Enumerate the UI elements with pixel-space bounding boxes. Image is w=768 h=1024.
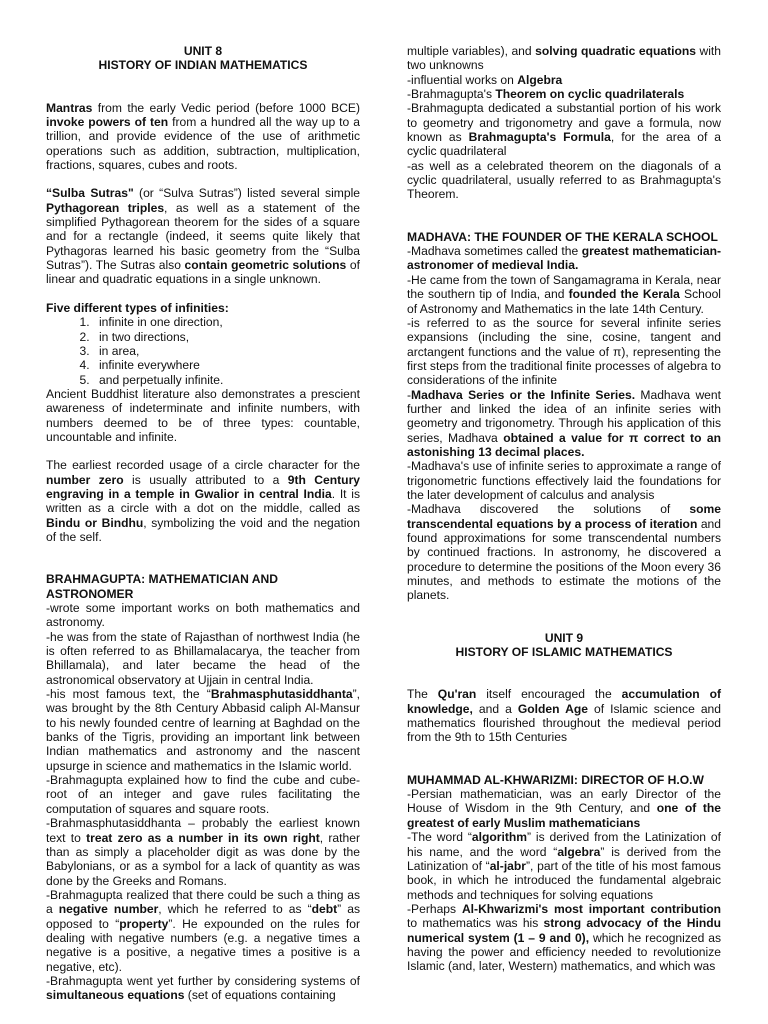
brahmagupta-p1: -wrote some important works on both mathematics and astronomy.: [46, 601, 360, 630]
brahmagupta-p8: -influential works on Algebra: [407, 72, 563, 87]
khwarizmi-heading: MUHAMMAD AL-KHWARIZMI: DIRECTOR OF H.O.W: [407, 772, 704, 787]
mantras-paragraph: Mantras from the early Vedic period (before 1000 BCE) invoke powers of ten from a hundred all the way up to a trillion, and provide evidence of the use of arithmetic operations such as addition, subtraction, multiplication, fractions, squares, cubes and roots.: [46, 100, 360, 173]
brahmagupta-p3: -his most famous text, the “Brahmasphutasiddhanta”, was brought by the 8th Century Abbasid caliph Al-Mansur to his newly founded centre of learning at Baghdad on the banks of the Tigris, providing an important link between Indian mathematics and astronomy and the nascent upsurge in science and mathematics in the Islamic world.: [46, 687, 360, 773]
unit9-subtitle: HISTORY OF ISLAMIC MATHEMATICS: [455, 645, 673, 660]
madhava-p6: -Madhava discovered the solutions of some transcendental equations by a process of iteration and found approximations for some transcendental numbers by continued fractions. In astronomy, he discovered a procedure to determine the positions of the Moon every 36 minutes, and methods to estimate the motions of the planets.: [407, 502, 721, 603]
left-column: [46, 44, 360, 1003]
list-item: 2. in two directions,: [93, 330, 360, 344]
madhava-p2: -He came from the town of Sangamagrama in Kerala, near the southern tip of India, and founded the Kerala School of Astronomy and Mathematics in the late 14th Century.: [407, 272, 721, 316]
buddhist-paragraph: Ancient Buddhist literature also demonstrates a prescient awareness of indeterminate and infinite numbers, with numbers deemed to be of three types: countable, uncountable and infinite.: [46, 386, 360, 444]
list-item: 3. in area,: [93, 344, 360, 358]
list-item: 1. infinite in one direction,: [93, 315, 360, 329]
madhava-heading: MADHAVA: THE FOUNDER OF THE KERALA SCHOOL: [407, 229, 718, 244]
infinities-list: [46, 315, 360, 387]
madhava-p1: -Madhava sometimes called the greatest mathematician-astronomer of medieval India.: [407, 244, 721, 273]
brahmagupta-p10: -Brahmagupta dedicated a substantial portion of his work to geometry and trigonometry and gave a formula, now known as Brahmagupta's Formula, for the area of a cyclic quadrilateral: [407, 101, 722, 159]
khwarizmi-p3: -Perhaps Al-Khwarizmi's most important contribution to mathematics was his strong advocacy of the Hindu numerical system (1 – 9 and 0), which he recognized as having the power and efficiency needed to revolutionize Islamic (and, later, Western) mathematics, and which was: [407, 901, 722, 974]
madhava-p4: -Madhava Series or the Infinite Series. Madhava went further and linked the idea of an infinite series with geometry and trigonometry. Through his application of this series, Madhava obtained a value for π correct to an astonishing 13 decimal places.: [407, 387, 721, 459]
quran-paragraph: The Qu'ran itself encouraged the accumulation of knowledge, and a Golden Age of Islamic science and mathematics flourished throughout the medieval period from the 9th to 15th Centuries: [407, 687, 722, 745]
infinities-heading: Five different types of infinities:: [46, 300, 229, 315]
brahmagupta-p11: -as well as a celebrated theorem on the diagonals of a cyclic quadrilateral, usually referred to as Brahmagupta's Theorem.: [407, 158, 721, 202]
list-item: 5. and perpetually infinite.: [93, 373, 360, 387]
madhava-p3: -is referred to as the source for several infinite series expansions (including the sine, cosine, tangent and arctangent functions and the value of π), representing the first steps from the traditional finite processes of algebra to considerations of the infinite: [407, 315, 721, 388]
brahmagupta-p4: -Brahmagupta explained how to find the cube and cube-root of an integer and gave rules facilitating the computation of squares and square roots.: [46, 773, 360, 816]
brahmagupta-p9: -Brahmagupta's Theorem on cyclic quadrilaterals: [407, 87, 685, 102]
list-item: 4. infinite everywhere: [93, 358, 360, 372]
brahmagupta-heading: BRAHMAGUPTA: MATHEMATICIAN AND ASTRONOMER: [46, 572, 278, 601]
zero-paragraph: The earliest recorded usage of a circle character for the number zero is usually attributed to a 9th Century engraving in a temple in Gwalior in central India. It is written as a circle with a dot on the middle, called as Bindu or Bindhu, symbolizing the void and the negation of the self.: [46, 458, 360, 544]
brahmagupta-p5: -Brahmasphutasiddhanta – probably the earliest known text to treat zero as a number in its own right, rather than as simply a placeholder digit as was done by the Babylonians, or as a symbol for a lack of quantity as was done by the Greeks and Romans.: [46, 816, 360, 888]
brahmagupta-p7-cont: multiple variables), and solving quadratic equations with two unknowns: [407, 44, 721, 73]
khwarizmi-p2: -The word “algorithm” is derived from the Latinization of his name, and the word “algebra” is derived from the Latinization of “al-jabr”, part of the title of his most famous book, in which he introduced the fundamental algebraic methods and techniques for solving equations: [407, 830, 722, 902]
brahmagupta-p2: -he was from the state of Rajasthan of northwest India (he is often referred to as Bhillamalacarya, the teacher from Bhillamala), and later became the head of the astronomical observatory at Ujjain in central India.: [46, 629, 360, 687]
unit9-title: UNIT 9: [544, 630, 584, 645]
right-column: [407, 44, 721, 974]
khwarizmi-p1: -Persian mathematician, was an early Director of the House of Wisdom in the 9th Century, and one of the greatest of early Muslim mathematicians: [407, 787, 721, 830]
unit8-title: UNIT 8: [183, 44, 223, 58]
madhava-p5: -Madhava's use of infinite series to approximate a range of trigonometric functions effectively laid the foundations for the later development of calculus and analysis: [407, 459, 721, 502]
brahmagupta-p6: -Brahmagupta realized that there could be such a thing as a negative number, which he referred to as “debt” as opposed to “property”. He expounded on the rules for dealing with negative numbers (e.g. a negative times a negative is a positive, a negative times a positive is a negative, etc).: [46, 887, 361, 974]
brahmagupta-p7-start: -Brahmagupta went yet further by considering systems of simultaneous equations (set of equations containing: [46, 973, 360, 1003]
sulba-paragraph: “Sulba Sutras" (or “Sulva Sutras”) listed several simple Pythagorean triples, as well as a statement of the simplified Pythagorean theorem for the sides of a square and for a rectangle (indeed, it seems quite likely that Pythagoras learned his basic geometry from the “Sulba Sutras”). The Sutras also contain geometric solutions of linear and quadratic equations in a single unknown.: [46, 186, 360, 287]
unit8-subtitle: HISTORY OF INDIAN MATHEMATICS: [98, 58, 308, 73]
